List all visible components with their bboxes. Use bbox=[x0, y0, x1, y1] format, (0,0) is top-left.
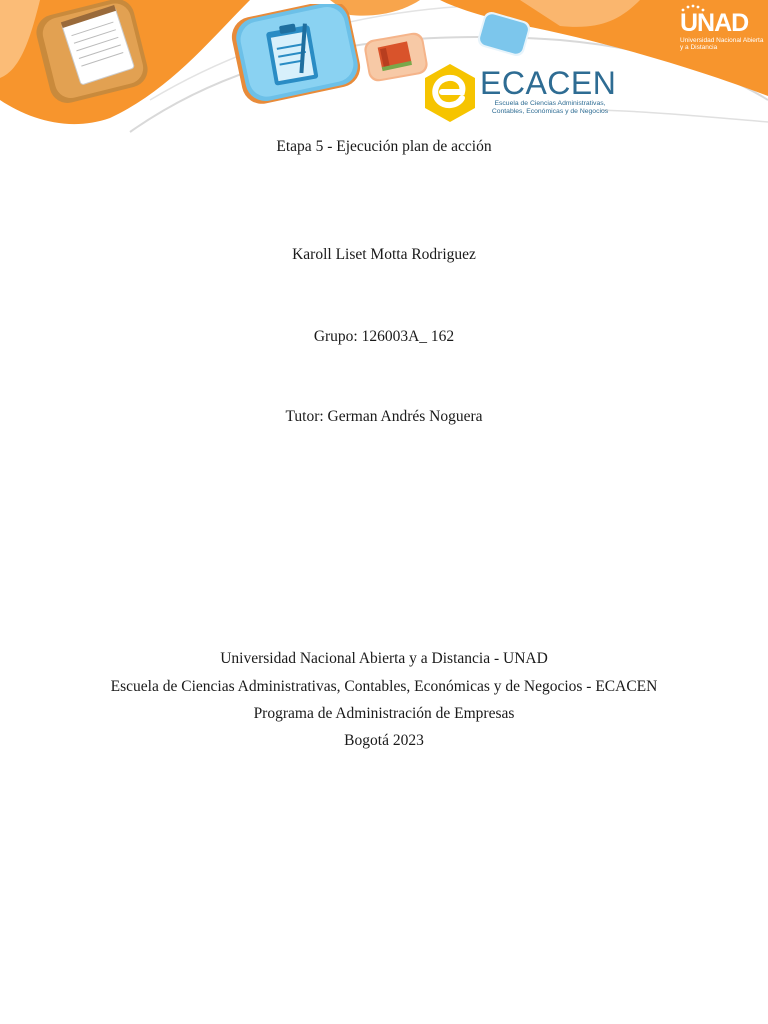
header-banner bbox=[0, 0, 768, 140]
city-year: Bogotá 2023 bbox=[344, 732, 424, 749]
clipboard-icon bbox=[228, 4, 362, 104]
stage-title: Etapa 5 - Ejecución plan de acción bbox=[276, 138, 492, 155]
blue-tile-icon bbox=[474, 10, 534, 58]
program-name: Programa de Administración de Empresas bbox=[253, 705, 515, 722]
unad-logo bbox=[676, 4, 762, 52]
ecacen-subtitle: Escuela de Ciencias Administrativas, Contables, Económicas y de Negocios bbox=[491, 100, 609, 115]
tutor-label: Tutor: German Andrés Noguera bbox=[285, 408, 483, 425]
group-label: Grupo: 126003A_ 162 bbox=[313, 328, 455, 345]
ecacen-wordmark: ECACEN bbox=[480, 65, 617, 101]
unad-wordmark: UNAD bbox=[680, 9, 749, 37]
notepad-icon bbox=[28, 0, 158, 104]
ecacen-logo bbox=[422, 62, 622, 124]
university-name: Universidad Nacional Abierta y a Distancia - UNAD bbox=[220, 650, 548, 667]
author-name: Karoll Liset Motta Rodriguez bbox=[292, 246, 476, 263]
unad-subtitle: Universidad Nacional Abierta y a Distancia bbox=[680, 37, 764, 51]
ecacen-hexagon-icon bbox=[422, 62, 478, 124]
school-name: Escuela de Ciencias Administrativas, Contables, Económicas y de Negocios - ECACEN bbox=[110, 678, 658, 695]
